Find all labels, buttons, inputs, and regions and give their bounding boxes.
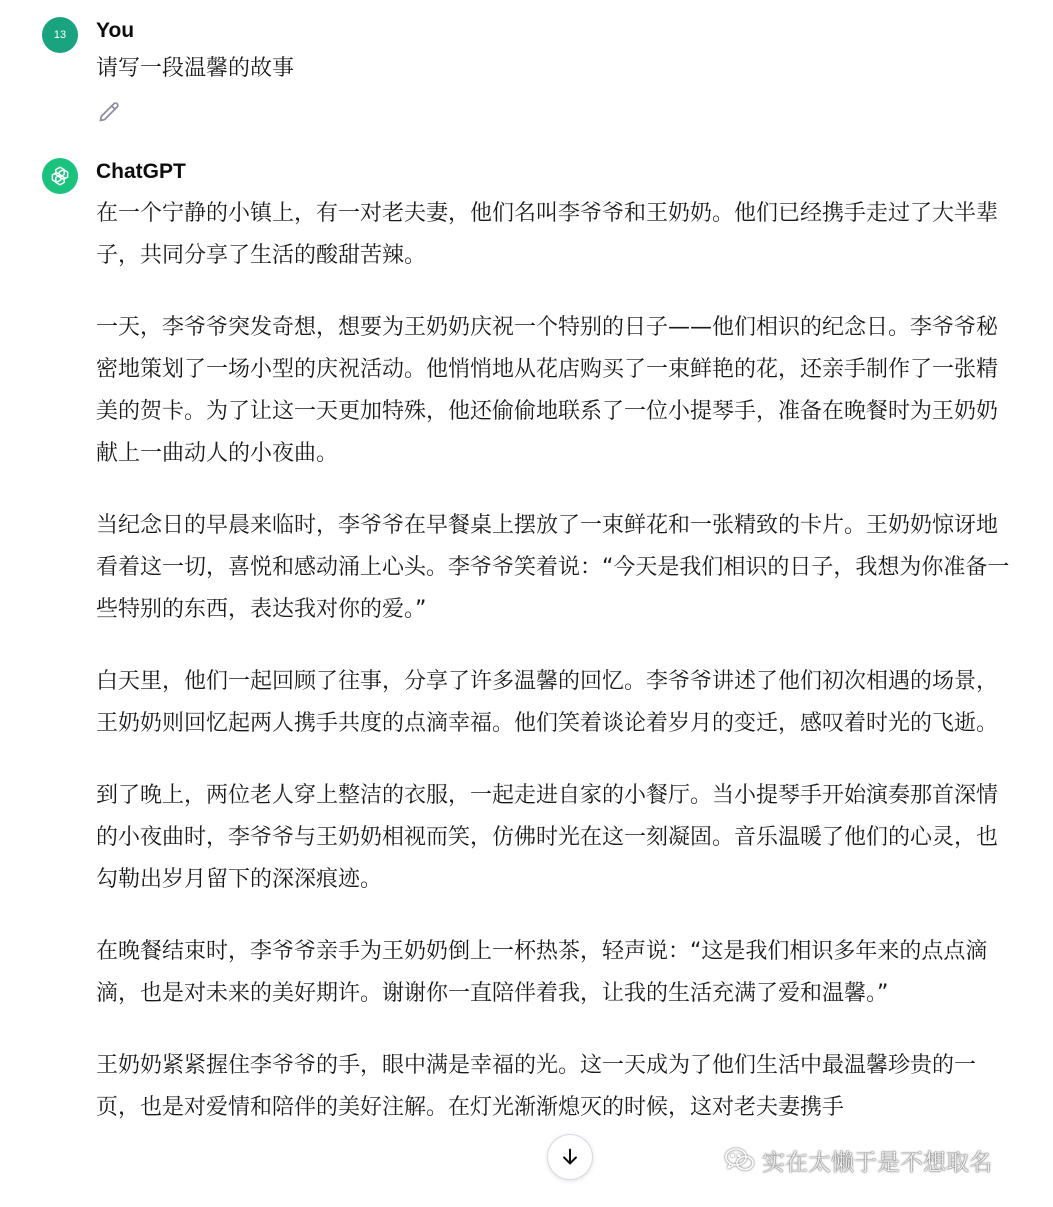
pencil-icon[interactable] <box>96 100 122 126</box>
user-author-name: You <box>96 19 135 42</box>
assistant-author-name: ChatGPT <box>96 160 186 183</box>
scroll-to-bottom-button[interactable] <box>547 1134 593 1180</box>
watermark-text: 实在太懒于是不想取名 <box>762 1149 992 1176</box>
user-avatar-text: 13 <box>53 29 67 41</box>
arrow-down-icon <box>559 1146 581 1168</box>
answer-paragraph: 到了晚上，两位老人穿上整洁的衣服，一起走进自家的小餐厅。当小提琴手开始演奏那首深情的小夜曲时，李爷爷与王奶奶相视而笑，仿佛时光在这一刻凝固。音乐温暖了他们的心灵，也勾勒出岁月留下的深深痕迹。 <box>96 783 999 892</box>
answer-paragraph: 王奶奶紧紧握住李爷爷的手，眼中满是幸福的光。这一天成为了他们生活中最温馨珍贵的一页，也是对爱情和陪伴的美好注解。在灯光渐渐熄灭的时候，这对老夫妻携手 <box>96 1053 977 1120</box>
answer-paragraph: 一天，李爷爷突发奇想，想要为王奶奶庆祝一个特别的日子——他们相识的纪念日。李爷爷秘密地策划了一场小型的庆祝活动。他悄悄地从花店购买了一束鲜艳的花，还亲手制作了一张精美的贺卡。为了让这一天更加特殊，他还偷偷地联系了一位小提琴手，准备在晚餐时为王奶奶献上一曲动人的小夜曲。 <box>96 315 999 466</box>
assistant-answer <box>96 193 1012 1159</box>
watermark <box>724 1142 992 1178</box>
answer-paragraph: 白天里，他们一起回顾了往事，分享了许多温馨的回忆。李爷爷讲述了他们初次相遇的场景，王奶奶则回忆起两人携手共度的点滴幸福。他们笑着谈论着岁月的变迁，感叹着时光的飞逝。 <box>96 669 999 736</box>
answer-paragraph: 在晚餐结束时，李爷爷亲手为王奶奶倒上一杯热茶，轻声说：“这是我们相识多年来的点点滴滴，也是对未来的美好期许。谢谢你一直陪伴着我，让我的生活充满了爱和温馨。” <box>96 939 988 1006</box>
answer-paragraph: 当纪念日的早晨来临时，李爷爷在早餐桌上摆放了一束鲜花和一张精致的卡片。王奶奶惊讶地看着这一切，喜悦和感动涌上心头。李爷爷笑着说：“今天是我们相识的日子，我想为你准备一些特别的东西，表达我对你的爱。” <box>96 513 1010 622</box>
wechat-icon <box>724 1146 756 1174</box>
user-message-text: 请写一段温馨的故事 <box>96 56 295 81</box>
openai-logo-icon <box>42 158 78 194</box>
user-avatar <box>42 17 78 53</box>
answer-paragraph: 在一个宁静的小镇上，有一对老夫妻，他们名叫李爷爷和王奶奶。他们已经携手走过了大半辈子，共同分享了生活的酸甜苦辣。 <box>96 201 999 268</box>
